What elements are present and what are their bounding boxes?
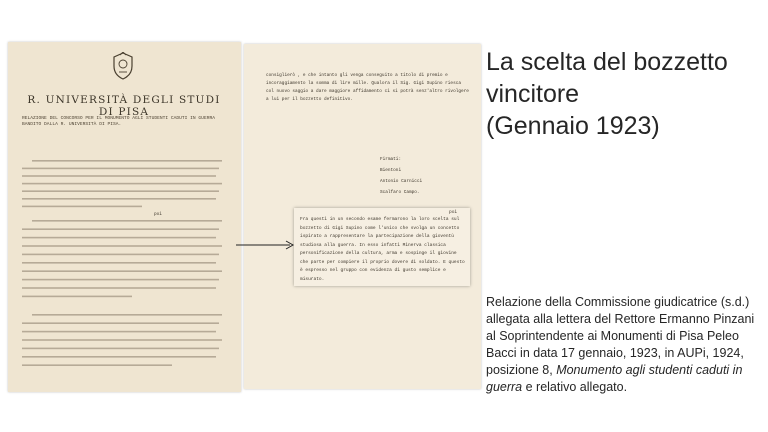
signature-line: Firmati: bbox=[380, 157, 402, 162]
typed-line bbox=[32, 220, 222, 222]
zoomed-excerpt bbox=[294, 208, 470, 286]
typed-line bbox=[22, 364, 172, 366]
title-line: La scelta del bozzetto bbox=[486, 48, 728, 76]
typed-body-lines bbox=[8, 42, 241, 392]
typed-line bbox=[22, 175, 216, 177]
typed-line bbox=[22, 254, 219, 256]
typed-line bbox=[22, 206, 142, 208]
typed-line bbox=[22, 183, 222, 185]
typed-line bbox=[22, 190, 219, 192]
title-line: (Gennaio 1923) bbox=[486, 112, 660, 140]
signature-line: Scalfaro Campo. bbox=[380, 190, 420, 195]
handwritten-annotation: poi bbox=[154, 212, 162, 217]
excerpt-text: Fra questi in un secondo esame fermarono la loro scelta sul bozzetto di Gigi Supino come l'unico che svolga un concetto ispirato a rappresentare la partecipazione della gioventù studiosa alla guerra. In esso infatti Minerva classica personificazione della cultura, arma e sospinge il giovine che parte per compiere il proprio dovere di soldato. E questo è espresso nel gruppo con evidenza di gusto semplice e misurato. bbox=[300, 217, 465, 282]
typed-line bbox=[22, 237, 216, 239]
signature-block bbox=[380, 154, 422, 198]
right-page-paragraph: consiglierò , e che intanto gli venga conseguito a titolo di premio e incoraggiamento la somma di lire mille. Qualora il Sig. Gigi Supino riesca col nuovo saggio a dare maggiore affidamento ci si potrà senz'altro rivolgere a lui per il bozzetto definitivo. bbox=[266, 73, 469, 102]
typed-line bbox=[22, 331, 216, 333]
typed-line bbox=[22, 322, 219, 324]
typed-line bbox=[32, 160, 222, 162]
university-heading: R. UNIVERSITÀ DEGLI STUDI DI PISA bbox=[27, 94, 221, 118]
typed-line bbox=[22, 198, 216, 200]
slide-caption bbox=[486, 294, 758, 396]
caption-italic-text: Monumento agli studenti caduti in guerra bbox=[486, 363, 743, 394]
typed-line bbox=[22, 339, 222, 341]
typed-line bbox=[22, 356, 216, 358]
title-line: vincitore bbox=[486, 80, 580, 108]
typed-line bbox=[22, 279, 219, 281]
arrow-icon bbox=[236, 240, 296, 250]
slide-title bbox=[486, 46, 756, 142]
typed-line bbox=[22, 287, 216, 289]
typed-line bbox=[22, 168, 219, 170]
typed-line bbox=[22, 270, 222, 272]
document-page-left bbox=[8, 42, 241, 392]
typed-line bbox=[22, 348, 219, 350]
typed-line bbox=[22, 228, 219, 230]
typed-line bbox=[32, 314, 222, 316]
typed-line bbox=[22, 245, 222, 247]
report-subheading: RELAZIONE DEL CONCORSO PER IL MONUMENTO AGLI STUDENTI CADUTI IN GUERRA BANDITO DALLA R. UNIVERSITÀ DI PISA. bbox=[22, 116, 215, 127]
caption-text: Relazione della Commissione giudicatrice (s.d.) allegata alla lettera del Rettore Ermanno Pinzani al Soprintendente ai Monumenti di Pisa Peleo Bacci in data 17 gennaio, 1923, in AUPi, 1924, posizione 8, bbox=[486, 295, 755, 377]
signature-line: Antonio Carnicci bbox=[380, 179, 423, 184]
caption-text-end: e relativo allegato. bbox=[522, 380, 628, 394]
signature-line: Bientoni bbox=[380, 168, 402, 173]
handwritten-annotation: poi bbox=[449, 210, 458, 215]
typed-line bbox=[22, 296, 132, 298]
typed-line bbox=[22, 262, 216, 264]
